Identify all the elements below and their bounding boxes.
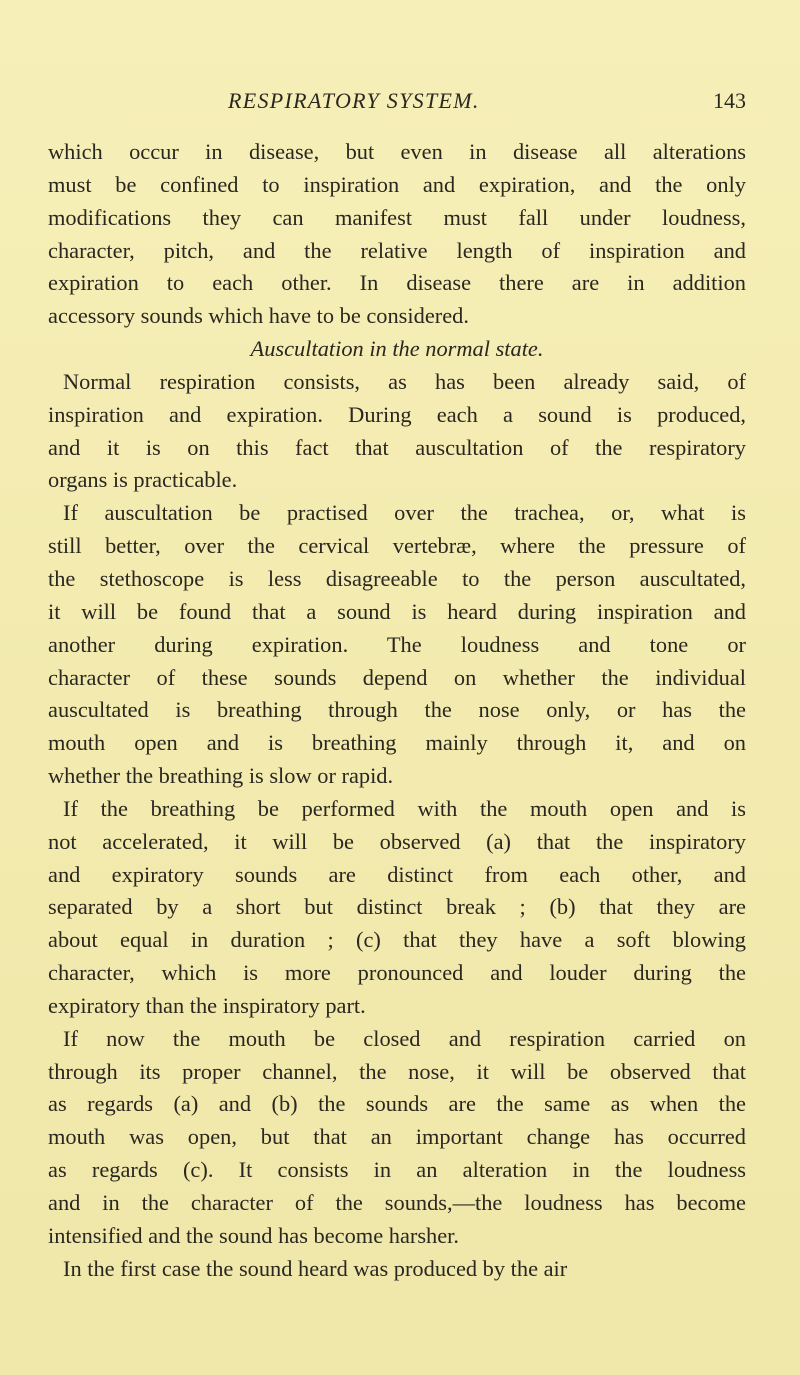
text-line: it will be found that a sound is heard during inspiration and — [48, 598, 746, 624]
body-text — [48, 136, 746, 1286]
text-line: separated by a short but distinct break ; (b) that they are — [48, 894, 746, 920]
running-head — [228, 84, 746, 120]
running-title: RESPIRATORY SYSTEM. — [228, 88, 480, 113]
text-line: and expiratory sounds are distinct from each other, and — [48, 861, 746, 887]
text-line: In the first case the sound heard was produced by the air — [63, 1255, 568, 1281]
text-line: still better, over the cervical vertebræ, where the pressure of — [48, 533, 746, 559]
text-line: and in the character of the sounds,—the loudness has become — [48, 1190, 746, 1215]
section-heading: Auscultation in the normal state. — [250, 336, 544, 362]
text-line: about equal in duration ; (c) that they have a soft blowing — [48, 927, 746, 953]
text-line: must be confined to inspiration and expiration, and the only — [48, 171, 746, 197]
text-line: expiration to each other. In disease there are in addition — [48, 270, 746, 296]
text-line: organs is practicable. — [48, 467, 238, 493]
text-line: the stethoscope is less disagreeable to the person auscultated, — [48, 565, 746, 591]
text-line: whether the breathing is slow or rapid. — [48, 763, 394, 789]
text-line: character, which is more pronounced and louder during the — [48, 960, 746, 986]
text-line: as regards (a) and (b) the sounds are the same as when the — [48, 1091, 746, 1117]
text-line: If now the mouth be closed and respiration carried on — [63, 1025, 746, 1051]
text-line: If the breathing be performed with the mouth open and is — [63, 795, 746, 821]
text-line: through its proper channel, the nose, it will be observed that — [48, 1058, 746, 1084]
text-line: If auscultation be practised over the trachea, or, what is — [63, 500, 746, 526]
text-line: character of these sounds depend on whether the individual — [48, 664, 746, 690]
text-line: auscultated is breathing through the nose only, or has the — [48, 697, 746, 723]
text-line: mouth was open, but that an important change has occurred — [48, 1124, 746, 1150]
text-line: mouth open and is breathing mainly through it, and on — [48, 730, 746, 756]
text-line: character, pitch, and the relative length of inspiration and — [48, 237, 746, 263]
text-line: intensified and the sound has become harsher. — [48, 1222, 460, 1248]
page-number: 143 — [713, 88, 746, 113]
text-line: and it is on this fact that auscultation of the respiratory — [48, 434, 746, 460]
text-line: modifications they can manifest must fall under loudness, — [48, 204, 746, 230]
text-line: another during expiration. The loudness and tone or — [48, 631, 746, 657]
text-line: Normal respiration consists, as has been already said, of — [63, 368, 746, 394]
text-line: accessory sounds which have to be considered. — [48, 303, 469, 329]
text-line: inspiration and expiration. During each a sound is produced, — [48, 401, 746, 427]
text-line: not accelerated, it will be observed (a) that the inspiratory — [48, 828, 746, 854]
text-line: as regards (c). It consists in an alteration in the loudness — [48, 1157, 746, 1183]
text-line: expiratory than the inspiratory part. — [48, 992, 366, 1018]
text-line: which occur in disease, but even in disease all alterations — [48, 139, 746, 164]
